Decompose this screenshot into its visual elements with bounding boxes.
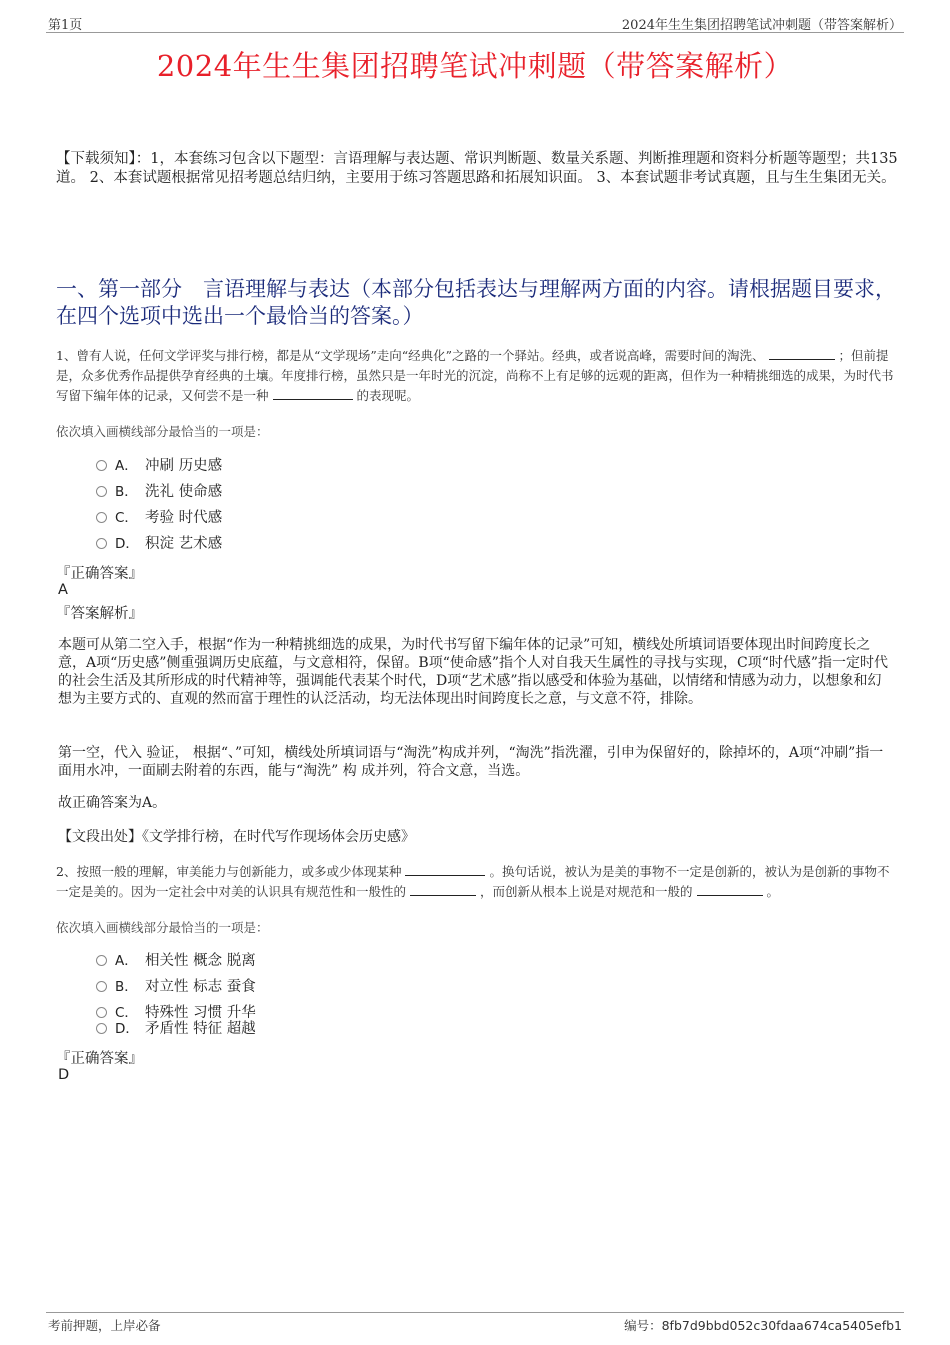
footer-slogan: 考前押题，上岸必备 — [48, 1318, 161, 1333]
option-a[interactable]: A． 冲刷 历史感 — [96, 456, 222, 476]
blank-line — [405, 863, 485, 876]
radio-icon[interactable] — [96, 981, 107, 992]
radio-icon[interactable] — [96, 955, 107, 966]
question-1-prompt: 依次填入画横线部分最恰当的一项是： — [56, 424, 269, 439]
radio-icon[interactable] — [96, 486, 107, 497]
correct-answer-label: 『正确答案』 — [56, 566, 143, 582]
radio-icon[interactable] — [96, 460, 107, 471]
option-d[interactable]: D． 积淀 艺术感 — [96, 534, 222, 554]
page-number: 第1页 — [48, 18, 83, 33]
option-b[interactable]: B． 对立性 标志 蚕食 — [96, 977, 256, 997]
header-doc-title: 2024年生生集团招聘笔试冲刺题（带答案解析） — [621, 18, 902, 33]
section-title: 一、第一部分 言语理解与表达（本部分包括表达与理解两方面的内容。请根据题目要求，在四个选项中选出一个最恰当的答案。） — [56, 277, 896, 328]
analysis-paragraph: 第一空，代入 验证， 根据“、”可知，横线处所填词语与“淘洗”构成并列，“淘洗”指洗濯，引申为保留好的，除掉坏的，A项“冲刷”指一面用水冲，一面刷去附着的东西，能与“淘洗” 构 成并列，符合文意，当选。 — [58, 745, 884, 779]
analysis-paragraph: 本题可从第二空入手，根据“作为一种精挑细选的成果，为时代书写留下编年体的记录”可知，横线处所填词语要体现出时间跨度长之意，A项“历史感”侧重强调历史底蕴，与文意相符，保留。B项“使命感”指个人对自我天生属性的寻找与实现，C项“时代感”指一定时代的社会生活及其所形成的时代精神等，强调能代表某个时代，D项“艺术感”指以感受和体验为基础，以情绪和情感为动力，以想象和幻想为主要方式的、直观的然而富于理性的认泛活动，均无法体现出时间跨度长之意，与文意不符，排除。 — [58, 637, 889, 707]
blank-line — [697, 883, 763, 896]
radio-icon[interactable] — [96, 512, 107, 523]
page-footer — [46, 1312, 904, 1335]
blank-line — [273, 387, 353, 400]
option-a[interactable]: A． 相关性 概念 脱离 — [96, 951, 256, 971]
blank-line — [769, 347, 835, 360]
question-2-prompt: 依次填入画横线部分最恰当的一项是： — [56, 920, 269, 935]
document-title: 2024年生生集团招聘笔试冲刺题（带答案解析） — [156, 49, 794, 83]
correct-answer: A — [58, 582, 68, 598]
document-code: 编号：8fb7d9bbd052c30fdaa674ca5405efb1 — [624, 1318, 902, 1333]
question-1-text: 1、曾有人说，任何文学评奖与排行榜，都是从“文学现场”走向“经典化”之路的一个驿站。经典，或者说高峰，需要时间的淘洗、 ；但前提是，众多优秀作品提供孕育经典的土壤。年度排行榜，虽然只是一年时光的沉淀，尚称不上有足够的远观的距离，但作为一种精挑细选的成果，为时代书写留下编年体的记录，又何尝不是一种 的表现呢。 — [56, 348, 894, 403]
option-c[interactable]: C． 考验 时代感 — [96, 508, 222, 528]
blank-line — [410, 883, 476, 896]
option-d[interactable]: D． 矛盾性 特征 超越 — [96, 1019, 256, 1039]
radio-icon[interactable] — [96, 1023, 107, 1034]
download-notice: 【下载须知】：1，本套练习包含以下题型：言语理解与表达题、常识判断题、数量关系题、判断推理题和资料分析题等题型；共135道。 2、本套试题根据常见招考题总结归纳，主要用于练习答题思路和拓展知识面。 3、本套试题非考试真题，且与生生集团无关。 — [56, 151, 898, 186]
option-c[interactable]: C． 特殊性 习惯 升华 — [96, 1003, 256, 1023]
radio-icon[interactable] — [96, 538, 107, 549]
page-header — [46, 14, 904, 33]
question-2-text: 2、按照一般的理解，审美能力与创新能力，或多或少体现某种 。换句话说，被认为是美的事物不一定是创新的，被认为是创新的事物不一定是美的。因为一定社会中对美的认识具有规范性和一般性的 ，而创新从根本上说是对规范和一般的 。 — [56, 864, 890, 899]
passage-source: 【文段出处】《文学排行榜，在时代写作现场体会历史感》 — [58, 829, 415, 845]
option-b[interactable]: B． 洗礼 使命感 — [96, 482, 222, 502]
correct-answer-label: 『正确答案』 — [56, 1051, 143, 1067]
radio-icon[interactable] — [96, 1007, 107, 1018]
analysis-conclusion: 故正确答案为A。 — [58, 795, 167, 811]
analysis-label: 『答案解析』 — [56, 606, 143, 622]
correct-answer: D — [58, 1067, 70, 1083]
